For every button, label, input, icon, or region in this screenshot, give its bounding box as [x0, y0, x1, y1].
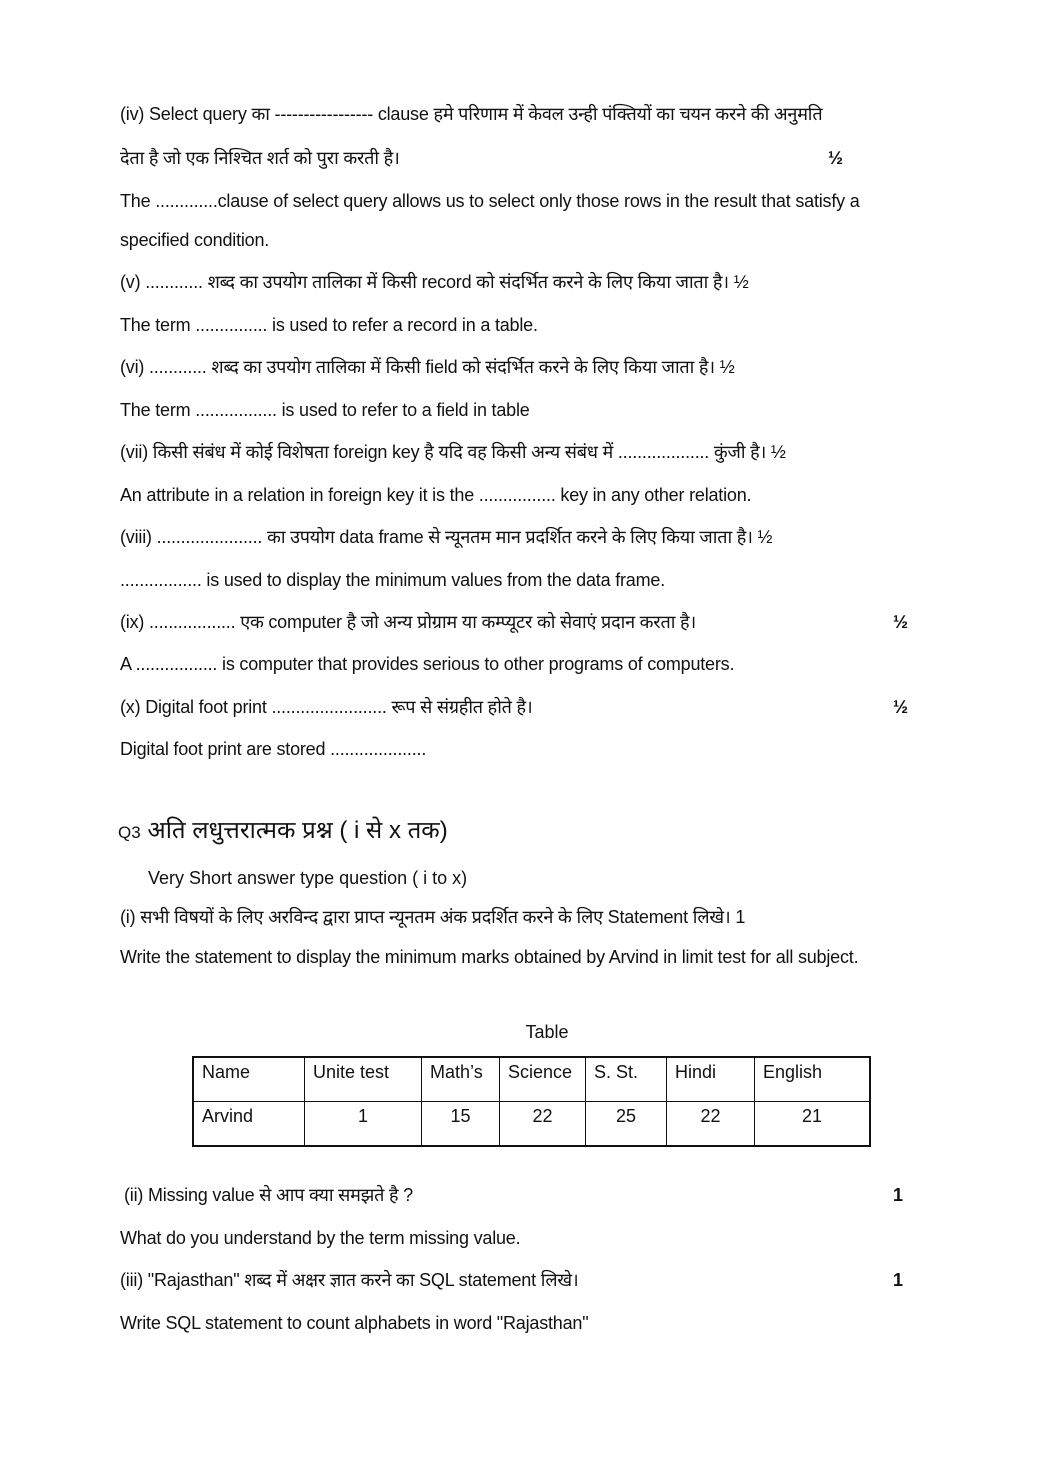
question-v-hindi: (v) ............ शब्द का उपयोग तालिका में किसी record को संदर्भित करने के लिए किया जाता है। ½: [120, 272, 749, 292]
q3-question-iii-english: Write SQL statement to count alphabets in word "Rajasthan": [120, 1313, 589, 1333]
q3-question-iii-marks: 1: [893, 1270, 904, 1290]
section-subheading: Very Short answer type question ( i to x): [148, 868, 468, 888]
table-row: [193, 1102, 870, 1147]
table-cell: 15: [422, 1102, 500, 1147]
question-ix-english: A ................. is computer that provides serious to other programs of computers.: [120, 654, 735, 674]
table-caption: Table: [525, 1022, 569, 1042]
table-cell-name: Arvind: [193, 1102, 305, 1147]
q3-question-iii-hindi: (iii) "Rajasthan" शब्द में अक्षर ज्ञात करने का SQL statement लिखे।: [120, 1270, 579, 1290]
table-header-cell: English: [755, 1057, 871, 1102]
table-header-cell: Hindi: [667, 1057, 755, 1102]
table-header-cell: Unite test: [305, 1057, 422, 1102]
question-v-english: The term ............... is used to refer a record in a table.: [120, 315, 538, 335]
q3-question-ii-hindi: (ii) Missing value से आप क्या समझते है ?: [124, 1185, 413, 1205]
table-cell: 21: [755, 1102, 871, 1147]
q3-question-i-hindi: (i) सभी विषयों के लिए अरविन्द द्वारा प्राप्त न्यूनतम अंक प्रदर्शित करने के लिए Statement लिखे। 1: [120, 907, 746, 927]
q3-question-ii-marks: 1: [893, 1185, 904, 1205]
q3-question-i-english: Write the statement to display the minimum marks obtained by Arvind in limit test for all subject.: [120, 947, 859, 967]
question-vi-english: The term ................. is used to refer to a field in table: [120, 400, 530, 420]
table-header-cell: Math’s: [422, 1057, 500, 1102]
question-iv-marks: ½: [828, 148, 844, 168]
question-x-hindi: (x) Digital foot print ........................ रूप से संग्रहीत होते है।: [120, 697, 533, 717]
table-cell: 25: [586, 1102, 667, 1147]
question-iv-hindi-line1: (iv) Select query का ----------------- clause हमे परिणाम में केवल उन्ही पंक्तियों का चयन करने की अनुमति: [120, 104, 823, 124]
q3-question-ii-english: What do you understand by the term missing value.: [120, 1228, 521, 1248]
section-title: अति लधुत्तरात्मक प्रश्न ( i से x तक): [140, 817, 448, 844]
section-heading-q3: [118, 815, 448, 849]
section-number: Q3: [118, 823, 141, 842]
question-viii-english: ................. is used to display the minimum values from the data frame.: [120, 570, 666, 590]
question-iv-english-line2: specified condition.: [120, 230, 270, 250]
table-header-row: [193, 1057, 870, 1102]
table-header-cell: S. St.: [586, 1057, 667, 1102]
marks-table: [192, 1056, 871, 1147]
question-viii-hindi: (viii) ...................... का उपयोग data frame से न्यूनतम मान प्रदर्शित करने के लिए किया जाता है। ½: [120, 527, 773, 547]
question-iv-hindi-line2: देता है जो एक निश्चित शर्त को पुरा करती है।: [120, 148, 400, 168]
table-cell: 22: [667, 1102, 755, 1147]
question-ix-hindi: (ix) .................. एक computer है जो अन्य प्रोग्राम या कम्प्यूटर को सेवाएं प्रदान करता है।: [120, 612, 696, 632]
question-vii-english: An attribute in a relation in foreign key it is the ................ key in any other relation.: [120, 485, 752, 505]
table-header-cell: Name: [193, 1057, 305, 1102]
table-cell: 22: [500, 1102, 586, 1147]
question-vii-hindi: (vii) किसी संबंध में कोई विशेषता foreign key है यदि वह किसी अन्य संबंध में ................... कुंजी है। ½: [120, 442, 786, 462]
question-iv-english-line1: The .............clause of select query allows us to select only those rows in the result that satisfy a: [120, 191, 860, 211]
question-x-english: Digital foot print are stored ....................: [120, 739, 427, 759]
question-vi-hindi: (vi) ............ शब्द का उपयोग तालिका में किसी field को संदर्भित करने के लिए किया जाता है। ½: [120, 357, 735, 377]
table-cell: 1: [305, 1102, 422, 1147]
question-ix-marks: ½: [893, 612, 909, 632]
question-x-marks: ½: [893, 697, 909, 717]
table-header-cell: Science: [500, 1057, 586, 1102]
